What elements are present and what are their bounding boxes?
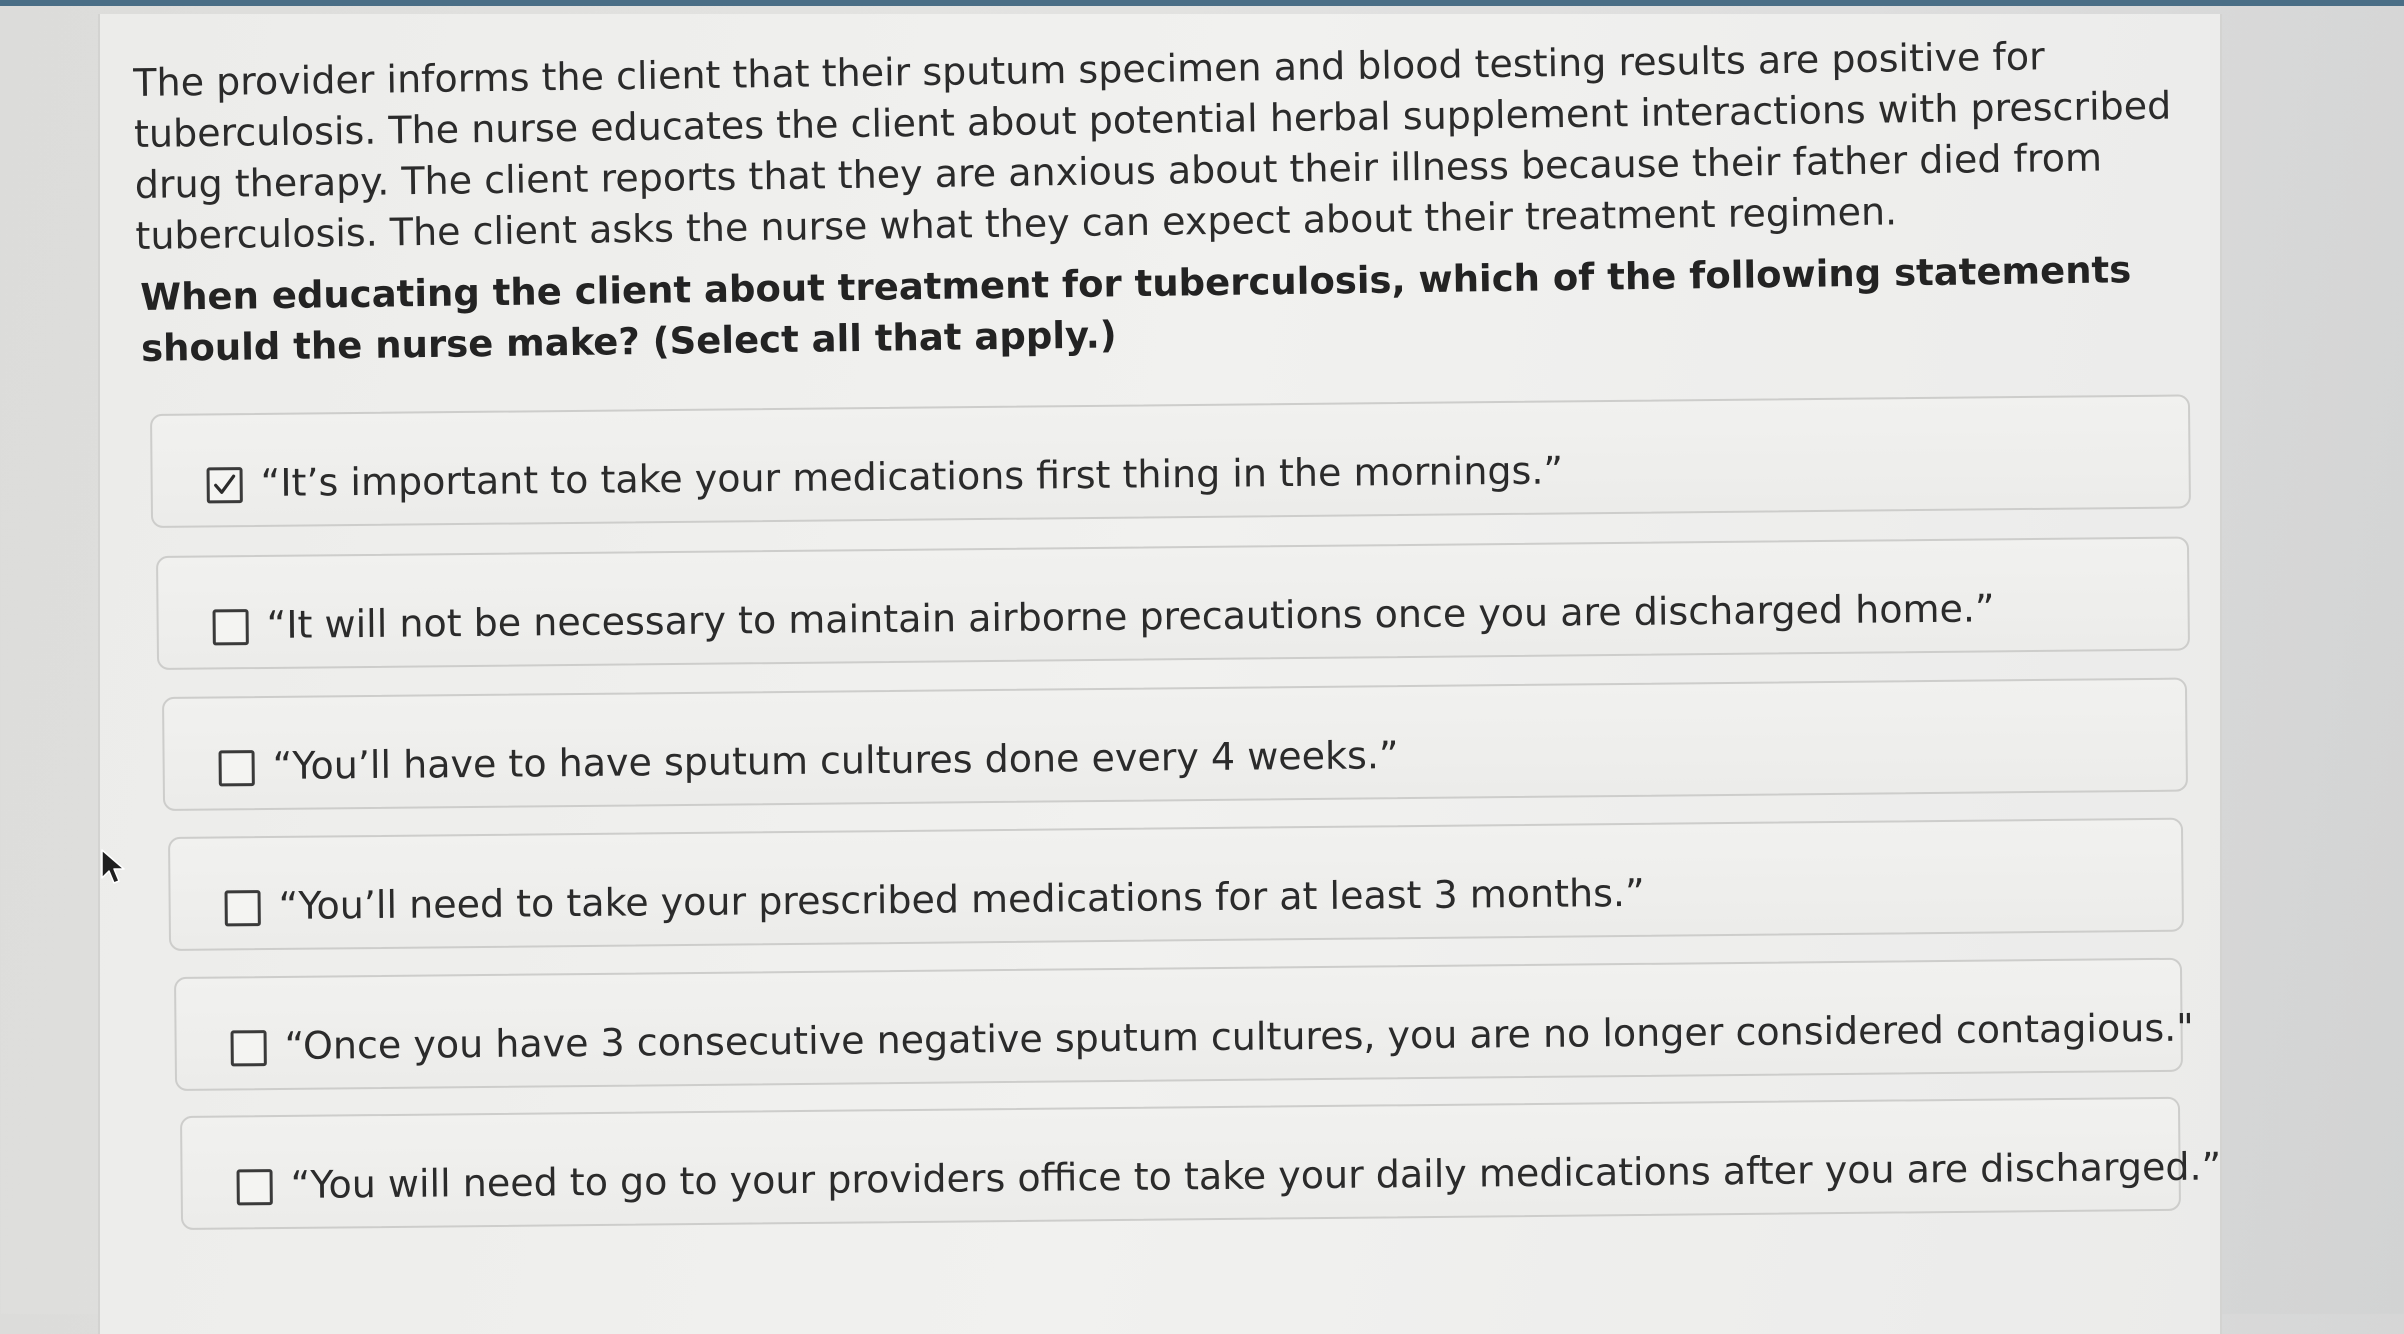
header-strip xyxy=(0,0,2404,6)
answer-checkbox-5[interactable] xyxy=(231,1030,267,1066)
answer-checkbox-2[interactable] xyxy=(213,609,249,645)
answer-checkbox-4[interactable] xyxy=(225,890,261,926)
answer-label-6: “You will need to go to your providers office to take your daily medications after you are discharged.” xyxy=(290,1144,2222,1207)
answer-checkbox-6[interactable] xyxy=(237,1169,273,1205)
mouse-pointer-icon xyxy=(98,848,128,888)
answer-checkbox-1[interactable] xyxy=(207,467,243,503)
answer-label-1: “It’s important to take your medications first thing in the mornings.” xyxy=(260,448,1564,505)
answer-option-5[interactable] xyxy=(174,958,2194,1091)
answer-option-6[interactable] xyxy=(180,1097,2222,1230)
answer-label-2: “It will not be necessary to maintain airborne precautions once you are discharged home.” xyxy=(266,586,1995,647)
answer-label-3: “You’ll have to have sputum cultures done every 4 weeks.” xyxy=(272,733,1399,788)
answer-label-5: “Once you have 3 consecutive negative sputum cultures, you are no longer considered contagious." xyxy=(284,1005,2194,1068)
answer-option-3[interactable] xyxy=(162,678,2188,811)
answer-option-4[interactable] xyxy=(168,818,2184,951)
check-icon xyxy=(213,473,237,497)
answer-option-1[interactable] xyxy=(150,394,2191,528)
answer-option-2[interactable] xyxy=(156,536,2190,670)
question-stem: The provider informs the client that their sputum specimen and blood testing results are positive for tuberculosis. The nurse educates the client about potential herbal supplement interactions with prescribed drug therapy. The client reports that they are anxious about their illness because their father died from tuberculosis. The client asks the nurse what they can expect about their treatment regimen. xyxy=(133,34,2172,258)
answer-label-4: “You’ll need to take your prescribed medications for at least 3 months.” xyxy=(278,870,1645,928)
question-prompt: When educating the client about treatment for tuberculosis, which of the following statements should the nurse make? (Select all that apply.) xyxy=(140,248,2132,370)
answer-checkbox-3[interactable] xyxy=(219,750,255,786)
